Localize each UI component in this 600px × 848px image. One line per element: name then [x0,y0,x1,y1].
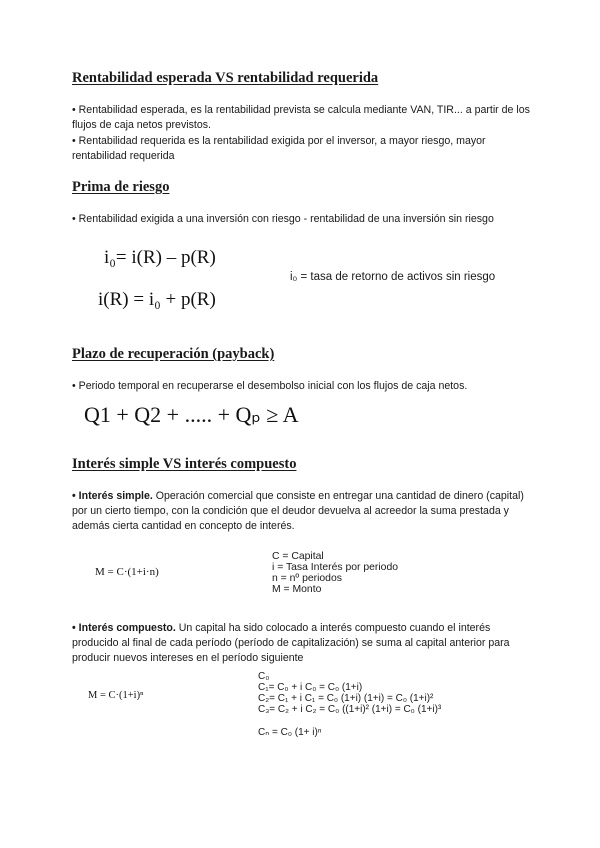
heading-prima-riesgo: Prima de riesgo [72,179,170,195]
label-interes-compuesto: • Interés compuesto. [72,622,176,634]
heading-interes: Interés simple VS interés compuesto [72,456,297,472]
bullet-rentabilidad-esperada: • Rentabilidad esperada, es la rentabilidad prevista se calcula mediante VAN, TIR... a partir de los flujos de caja netos previstos. [72,104,530,131]
formula-prima-2: i(R) = i₀ + p(R) [98,289,216,310]
bullet-payback: • Periodo temporal en recuperarse el desembolso inicial con los flujos de caja netos. [72,380,468,392]
step-cn: Cₙ = C₀ (1+ i)ⁿ [258,727,322,738]
legend-tasa: i = Tasa Interés por periodo [272,562,399,573]
formula-payback: Q1 + Q2 + ..... + Qₚ ≥ A [84,402,299,427]
step-c0: C₀ [258,671,270,682]
legend-capital: C = Capital [272,551,324,562]
bullet-rentabilidad-requerida: • Rentabilidad requerida es la rentabilidad exigida por el inversor, a mayor riesgo, mayor rentabilidad requerida [72,135,486,162]
text-interes-simple: Operación comercial que consiste en entregar una cantidad de dinero (capital) por un cierto tiempo, con la condición que el deudor devuelva al acreedor la suma prestada y además cierta cantidad en concepto de interés. [72,490,524,532]
formula-prima-1: i₀= i(R) – p(R) [104,247,216,268]
legend-monto: M = Monto [272,584,322,595]
note-tasa-retorno: i₀ = tasa de retorno de activos sin riesgo [290,271,496,283]
formula-interes-compuesto: M = C·(1+i)ⁿ [88,690,144,701]
heading-payback: Plazo de recuperación (payback) [72,346,275,362]
heading-rentabilidad: Rentabilidad esperada VS rentabilidad requerida [72,70,379,86]
paragraph-interes-simple [72,489,532,534]
step-c2: C₂= C₁ + i C₁ = C₀ (1+i) (1+i) = C₀ (1+i)² [258,693,434,704]
formula-interes-simple: M = C·(1+i·n) [95,566,159,578]
legend-periodos: n = nº periodos [272,573,342,584]
paragraph-interes-compuesto [72,621,532,666]
step-c1: C₁= C₀ + i C₀ = C₀ (1+i) [258,682,363,693]
step-c3: C₃= C₂ + i C₂ = C₀ ((1+i)² (1+i) = C₀ (1+i)³ [258,704,442,715]
bullet-prima-riesgo: • Rentabilidad exigida a una inversión con riesgo - rentabilidad de una inversión sin riesgo [72,213,494,225]
text-interes-compuesto: Un capital ha sido colocado a interés compuesto cuando el interés producido al final de cada período (período de capitalización) se suma al capital anterior para producir nuevos intereses en el período siguiente [72,622,510,664]
label-interes-simple: • Interés simple. [72,490,153,502]
